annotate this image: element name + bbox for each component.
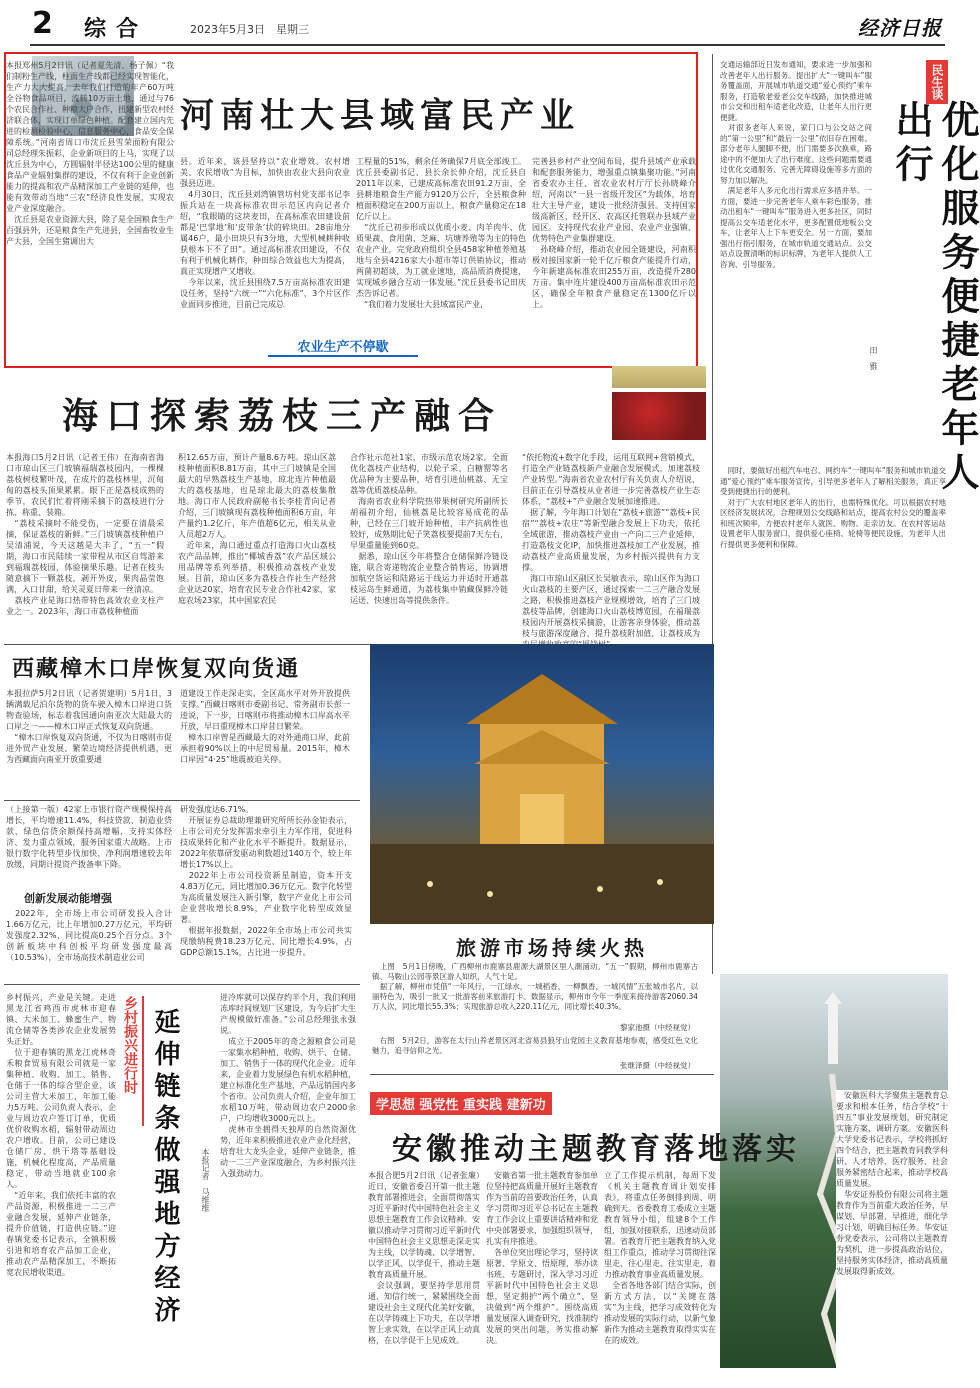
anhui-col4: 安徽医科大学聚焦主题教育总要求和根本任务，结合学校“十四五”事业发展规划，研究制定实施方案，调研方案。安徽医科大学党委书记表示，学校将抓好四个结合，把主题教育同教学科研、人才培养、医疗服务、社会服务紧密结合起来，推动学校高质量发展。 华安证券股份有限公司将主题教育作为当前重大政治任务，早谋划、早部署、早推进，细化学习计划，明确目标任务。华安证券党委表示，公司将以主题教育为契机，进一步提高政治站位，坚持服务实体经济，推动高质量发展取得新成效。 [836,1090,948,1382]
tourism-caption1: 上图 5月1日傍晚，广西柳州市鹿寨县鹿源大湖景区里人潮涌动。“五一”假期，柳州市鹿寨古镇、马鞍山公园等景区游人如织，人气十足。 据了解，柳州市凭借“一年风行，一江绿水，一城稻香，一柳飘香，一城风情”五张城市名片，以丽特色为，吸引一批又一批游客前来旅游打卡。数据显示，柳州市今年一季度来接待游客2060.34万人次，同比增长55.3%；实现旅游总收入220.11亿元，同比增长40.3%。 [372,962,698,1011]
finance-subhead: 创新发展动能增强 [24,892,112,905]
finance-col2: 研发强度达6.71%。 开展证券总裁助理兼研究所所长孙金钜表示，上市公司充分发挥需求牵引主力军作用，促进科技成果转化和产业化水平不断提升。数据显示，2022年依靠研发驱动利数超过140万个，较上年增长17%以上。 2022年上市公司投资新星制造，资本开支4.83万亿元，同比增加0.36万亿元。数字化转型为高质量发展注入新引擎，数字产业化上市公司企业营收增长8.9%，产业数字化转型成效显著。 根据年报数据，2022年全市场上市公司共实现缴纳税费18.23万亿元，同比增长4.9%，占GDP总额15.1%，占比进一步提升。 [180,805,352,957]
haikou-headline: 海口探索荔枝三产融合 [62,396,503,437]
page-number: 2 [32,6,53,41]
elderly-headline: 优化服务便捷老年人出行 [889,100,979,496]
rural-col1: 乡村振兴，产业是关键。走进黑龙江省鸡西市虎林市迎春镇、大米加工、蜂蜜生产、物流仓储等各类涉农企业发展势头正好。 位于迎春镇的黑龙江虎林奇禾粮食贸易有限公司就是一家集种植、收购、加工、销售、仓储于一体的综合型企业，该公司主营大米加工，年加工能力5万吨。公司负责人表示，企业与周边农户签订订单，优质优价收购水稻，辐射带动周边农户增收。目前，公司已建设仓储厂房、烘干塔等基础设施，机械化程度高，产品质量稳定，带动当地就业100余人。 “近年来，我们依托丰富的农产品资源，积极推进一二三产业融合发展，延伸产业链条，提升价值链，打造供应链。”迎春镇党委书记表示，全镇积极引进和培育农产品加工企业，推动农产品精深加工，不断拓宽农民增收渠道。 [6,993,116,1277]
elderly-byline: 田 雅 [869,346,878,370]
issue-date: 2023年5月3日 [190,23,265,36]
henan-col2: 县。近年来，该县坚持以“农业增效、农村增美、农民增收”为目标，加快由农业大县向农业强县迈进。 4月30日，沈丘县刘湾镇管坊村党支部书记李振兵站在一块高标准农田示范区内向记者介绍，“我眼睛的这块麦田，在高标准农田建设前都是‘巴掌地’和‘皮带条’状的碎块田。28亩地分属46户，最小田块只有3分地，大型机械耕种收获根本下不了田”。通过高标准农田建设，不仅有利于机械化耕作，种田综合效益也大为提高，真正实现增产又增收。 今年以来，沈丘县围绕7.5万亩高标准农田建设任务，坚持“六统一”“六化标准”，3个片区作业面同步推进，目前已完成总 [180,157,350,309]
section-name: 综合 [84,17,149,42]
rule-below-tourism [370,1074,714,1075]
tourism-caption2: 右图 5月2日，游客在太行山养老景区河北省易县狼牙山党园主义教育基地参观，感受红色文化魅力，追寻信仰之光。 [372,1036,698,1055]
tourism-credit1: 黎家池摄（中经视觉） [620,1023,695,1032]
masthead-logo: 经济日报 [858,16,942,40]
issue-weekday: 星期三 [276,23,309,36]
anhui-tag: 学思想 强党性 重实践 建新功 [370,1092,552,1115]
rule-below-finance [4,984,360,985]
pavilion-image [370,644,714,924]
rural-vertical-tag: 乡村振兴进行时 [120,996,144,1126]
henan-headline: 河南壮大县域富民产业 [180,96,580,136]
haikou-col2: 积12.65万亩，预计产量8.6万吨。琼山区荔枝种植面积8.81万亩，其中三门坡镇是全国最大的早熟荔枝生产基地，琼北连片种植最大的荔枝基地，也是琼北最大的荔枝集散地。海口市人民政府副秘书长李桂青向记者介绍，三门坡镇现有荔枝种植面积6万亩，年产量约1.2亿斤，年产值超6亿元，相关从业人员超2万人。 近年来，海口通过重点打造海口火山荔枝农产品品牌，推出“椰城香荔”农产品区域公用品牌等系列举措，积极推动荔枝产业发展。目前，琼山区多为荔枝合作社生产经营企业达20家，培育农民专业合作社42家，家庭农场23家，其中国家农民 [178,453,336,605]
haikou-col4: “依托物流+数字化手段，运用互联网+营销模式，打造全产业链荔枝新产业融合发展模式，加速荔枝产业转型。”海南省农业农村厅有关负责人介绍说，目前正在引导荔枝从业者进一步完善荔枝产业生态体系，“荔枝+”产业融合发展加速推进。 据了解，今年海口计划在“荔枝+旅游”“荔枝+民宿”“荔枝+农庄”等新型融合发展上下功夫，依托全域旅游，推动荔枝产业由一产向二三产业延伸，打造荔枝文化IP，加快推进荔枝加工产业发展，推动荔枝产业高质量发展，为乡村振兴提供有力支撑。 海口市琼山区副区长吴敏表示，琼山区作为海口火山荔枝的主要产区，通过探索一二三产融合发展之路，积极推进荔枝产业规模增效，培育了三门坡荔枝等品牌，创建海口火山荔枝博览园，在福瑞荔枝园内开展荔枝采摘游，让游客亲身体验，推动荔枝与旅游深度融合，提升荔枝附加值，让荔枝成为 [522,453,700,638]
elderly-col1: 交通运输部近日发布通知，要求进一步加强和改善老年人出行服务。提出扩大“一键叫车”服务覆盖面，开展城市轨道交通“爱心预约”乘车服务，打造敬老爱老公交车线路，加快推进城市公交和出租车适老化改造，让老年人出行更便捷。 对很多老年人来说，家门口与公交站之间的“第一公里”和“最后一公里”依旧存在困难。部分老年人腿脚不便，出门需要多次换乘，路途中的不便加大了出行难度。这些问题需要通过优化交通服务、完善无障碍设施等多方面的努力加以解决。 满足老年人多元化出行需求应多措并举。一方面，要进一步完善老年人乘车彩色服务，推动出租车“一键叫车”服务进入更多社区，同时提高公交车适老化水平，更多配置低地板公交车，让老年人上下车更安全。另一方面，要加强出行指引服务，在城市轨道交通站点、公交站点设置清晰的标识标牌，为老年人提供人工咨询、引导服务。 [720,60,872,269]
tibet-story [0,648,360,798]
henan-intro-text: 本报郑州5月2日讯（记者夏先清、杨子佩）“我们制粉生产线，柱面生产线都已经实现智能化，生产力大大提高。去年我们打造的年产60万吨全谷物食品项目，流转10万亩土地，通过与76个农民合作社、种粮大户合作，扭建新型农村经济联合体，实现订单绿色种植。配套建立国内先进的检测检验中心，信息服务中心，食品安全保障系统。”河南省周口市沈丘县雪荣面粉有限公司总经理朱振彩，企业新项目的上马，实现了以沈丘县为中心，方圆辐射半径达100公里的健康食品产业辐射集群的建设，不仅有利于企业创新能力的提高和农产品精深加工产业链的延伸，也能有效带动当地“三农”经济良性发展，实现农业产业深度融合。 沈丘县是农业资源大县，除了是全国粮食生产百强县外，还是粮食生产先进县，全国畜牧业生产大县，全国生猪调出大 [6,61,174,246]
henan-sub-tag: 农业生产不停歇 [268,336,418,357]
pavilion-photo [370,644,714,924]
anhui-col2: 安徽省第一批主题教育参加单位坚持把高质量开展好主题教育作为当前的首要政治任务，认真学习贯彻习近平总书记在主题教育工作会议上重要讲话精神和党中央部署要求，加强组织领导，扎实有序推进。 各单位突出理论学习，坚持读原著、学原文、悟原理，举办读书班、专题研讨，深入学习习近平新时代中国特色社会主义思想，坚定拥护“两个确立”、坚决做到“两个维护”。围绕高质量发展深入调查研究，找准制约发展的突出问题，务实推动解决。 [486,1171,598,1345]
anhui-col3: 立了工作提示机制，每周下发《机关主题教育周计划安排表》，将重点任务倒排到周、明确到天。省委教育工委成立主题教育领导小组，组建8个工作组，加强对接联系，迅速动员部署。省教育厅把主题教育纳入党组工作重点，推动学习贯彻往深里走、往心里走、往实里走，着力推动教育事业高质量发展。 全省各地各部门结合实际，创新方式方法，以“关键在落实”为主线，把学习成效转化为推动发展的实际行动，以新气象新作为推动主题教育取得实实在在的成效。 [604,1171,716,1345]
haikou-col3: 合作社示范社1家，市级示范农场2家。全面优化荔枝产业结构，以轮子采、白糖罂等名优品种为主要品种，培育引进仙桃荔、无宝荔等优质荔枝品种。 海南省农业科学院热带果树研究所副所长胡福初介绍，仙桃荔是比较容易成花的品种，已经在三门坡开始种植，丰产抗病性也较好，成熟期比妃子笑荔枝要提前7天左右，早果重量能到60克。 据悉，琼山区今年将整合仓储保鲜冷链设施，联合寄递物流企业整合销售运，协调增加航空货运和陆路运于线运力并适时开通荔枝运岛生鲜通道，为荔枝集中销藏保鲜冷链运送、快速出岛等提供条件。 [350,453,508,605]
rule-below-tibet [4,800,360,801]
rural-story [0,988,360,1388]
tibet-headline: 西藏樟木口岸恢复双向货通 [12,657,301,682]
rural-byline: 本报记者 马维维 [201,1148,210,1212]
elderly-col2: 同时，要做好出租汽车电召、网约车“一键叫车”服务和城市轨道交通“爱心预约”乘车服务宣传，引导更多老年人了解相关服务，真正享受到便捷出行的便利。 对于广大农村地区老年人的出行，也需特殊优化。可以根据农村地区经济发展状况，合理规划公交线路和站点，提高农村公交的覆盖率和班次频率，方便农村老年人就医、购物、走亲访友。在农村客运站设置老年人服务窗口，提供爱心座椅、轮椅等便民设施，为老年人出行提供更多便利和保障。 [720,466,946,549]
tibet-col2: 道建设工作走深走实，全区高水平对外开放提供支撑。”西藏日喀则市委副书记、常务副市长彭一逵说，下一步，日喀则市将推动樟木口岸高水平开放，早日重现樟木口岸昔日繁荣。 樟木口岸曾是西藏最大的对外通商口岸，此前承担着90%以上的中尼贸易量。2015年，樟木口岸因“4·25”地震被迫关停。 [180,689,350,764]
tourism-credit2: 张继泽摄（中经视觉） [620,1061,695,1070]
finance-col1b: 2022年，全市场上市公司研发投入合计1.66万亿元，比上年增加0.27万亿元，平均研发强度2.32%，同比提高0.25个百分点。3个创新板块中科创板平均研发强度最高（10.53%），全市场高技术制造业公司 [6,909,172,962]
finance-col1: （上接第一版）42家上市银行资产规模保持高增长，平均增速11.4%，科技贷款、制造业贷款、绿色信贷余额保持高增幅，支持实体经济、发力重点领域，服务国家重大战略。上市银行数字化转型步伐加快，净利润增速较去年放缓，同期计提资产拨备率下降。 [6,805,172,869]
highlight-box [4,52,698,368]
rural-headline: 延伸链条做强地方经济 [150,1008,180,1328]
tourism-headline: 旅游市场持续火热 [456,936,648,960]
haikou-col1: 本报海口5月2日讯（记者王伟）在海南省海口市琼山区三门坡镇福瑞荔枝园内，一棵棵荔枝树枝繁叶茂，在成片的荔枝林里，沉甸甸的荔枝头顶果累累。眼下正是荔枝成熟的季节，农民们忙着将刚采摘下的荔枝进行分拣、称重、装箱。 “荔枝采摘时不能受伤，一定要在清晨采摘，保证荔枝的新鲜。”三门坡镇荔枝种植户吴清浦说，今天这越是大丰了，“五一”假期，海口市民陆续一家带程从市区自驾游来到福瑞荔枝园，体验摘果乐趣。记者在枝头随意摘下一颗荔枝，剥开外皮，果肉晶莹饱满，入口甘甜，给关灵夏日带来一丝清凉。 荔枝产业是海口热带特色高效农业支柱产业之一。2023年，海口市荔枝种植面 [6,453,164,616]
header-rule [30,44,945,46]
finance-story [0,804,360,984]
anhui-headline: 安徽推动主题教育落地落实 [392,1132,800,1167]
lychee-photo [612,392,706,440]
anhui-col1: 本报合肥5月2日讯（记者张廉）近日，安徽省委召开第一批主题教育部署推进会，全面贯彻落实习近平新时代中国特色社会主义思想主题教育工作会议精神。安徽以推动学习贯彻习近平新时代中国特色社会主义思想走深走实为主线，以学铸魂、以学增智、以学正风、以学促干，推动主题教育高质量开展。 会议强调，要坚持学思用贯通、知信行统一，紧紧围绕全面建设社会主义现代化美好安徽，在以学铸魂上下功夫，在以学增智上求实效，在以学正风上动真格，在以学促干上见成效。 [368,1171,480,1345]
tibet-col1: 本报拉萨5月2日讯（记者贺建明）5月1日，3辆满载尼泊尔货物的货车驶入樟木口岸进口货物查验场，标志着我国通向南亚次大陆最大的口岸之一——樟木口岸正式恢复双向货通。 “樟木口岸恢复双向货通，不仅为日喀则市促进外贸产业发展、繁荣边境经济提供机遇，更为西藏面向南亚开放重要通 [6,689,172,764]
elderly-tag: 民生谈 [926,60,948,104]
page-header [0,0,980,46]
henan-col4: 完善县乡村产业空间布局，提升县域产业承载和配套服务能力，增强重点镇集聚功能。”河南省委农办主任、省农业农村厅厅长孙晓峰介绍，河南以“一县一省级开发区”为载体，培育壮大主导产业，建设一批经济强县。支持国家级高新区、经开区、农高区托管联办县域产业园区。支持现代农业产业园、农业产业强镇、优势特色产业集群建设。 孙晓峰介绍，推动农业园全链建设，河南积极对接国家新一轮千亿斤粮食产能提升行动，今年新建高标准农田255万亩，改造提升280万亩。集中连片建设400万亩高标准农田示范区，确保全年粮食产量稳定在1300亿斤以上。 [532,157,696,309]
anhui-story [364,1078,800,1388]
rural-col2: 进冷库就可以保存约半个月，我们利用冻库时间规划厂区建设，为今后扩大生产规模做好准备。”公司总经理张永强说。 成立于2005年的奇之源粮食公司是一家集水稻种植、收购、烘干、仓储、加工、销售于一体的现代化企业。近年来，企业着力发展绿色有机水稻种植，建立标准化生产基地，产品远销国内多个省市。公司负责人介绍，企业年加工水稻10万吨，带动周边农户2000余户，户均增收3000元以上。 虎林市坐拥得天独厚的自然资源优势，近年来积极推进农业产业化经营，培育壮大龙头企业，延伸产业链条，推动一二三产业深度融合，为乡村振兴注入强劲动力。 [220,993,356,1178]
henan-col3: 工程量的51%，剩余任务确保7月底全部竣工。沈丘县委副书记、县长余长伸介绍，沈丘县自2011年以来，已建成高标准农田91.2万亩，全县耕地粮食生产能力9120万公斤，全县粮食种植面积稳定在200万亩以上，粮食产量稳定在18亿斤以上。 “沈丘已初步形成以优质小麦、肉羊肉牛、优质果蔬、食用菌、芝麻、坑塘养殖等为主的特色农业产业，完党政府组织全县458家种植养殖基地与全县4216家大小超市等订供销协议，推动两菌初超谈，为工就业速地，高品质消费提速，实现城乡融合互动一体发展。”沈丘县委书记田庆杰告诉记者。 “我们着力发展壮大县域富民产业， [356,157,526,309]
